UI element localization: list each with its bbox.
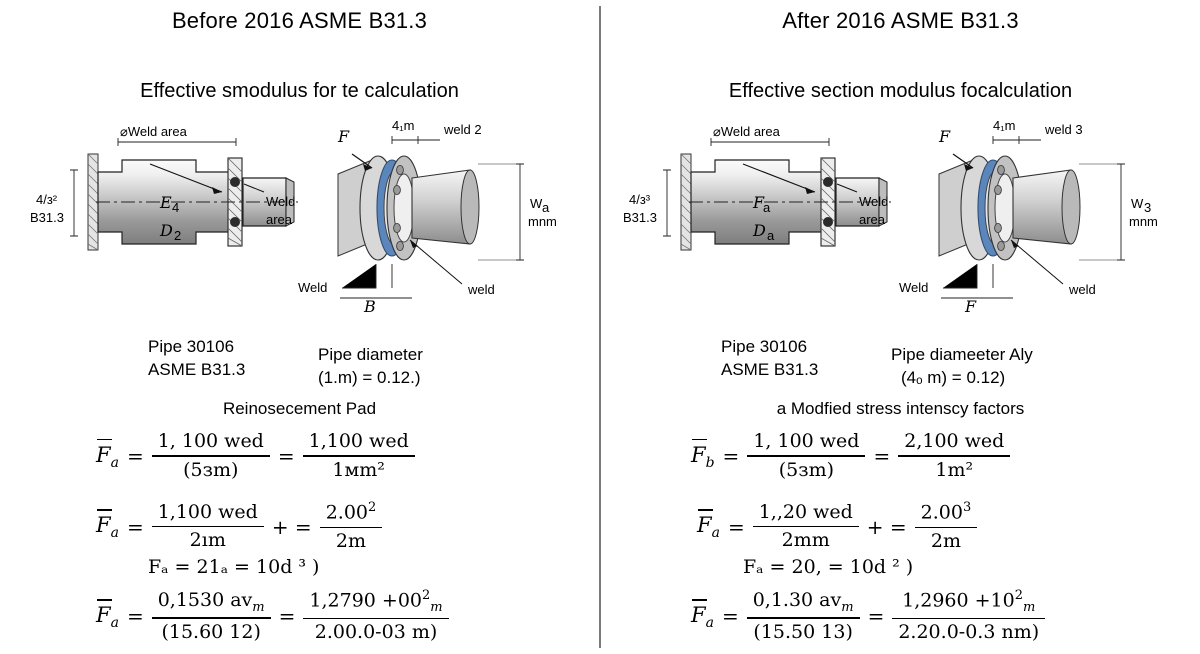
equation-3-lhs-before: $F_a$ xyxy=(96,601,119,631)
equals-sign: = xyxy=(722,443,740,468)
notes-after xyxy=(601,336,1200,426)
section-and-iso-drawing-after xyxy=(601,112,1200,322)
note-col-b-after xyxy=(891,344,1121,390)
note-diameter-label-after: Pipe diameeter Aly xyxy=(891,345,1033,364)
note-standard-before: ASME B31.3 xyxy=(148,359,246,379)
label-iso-weld-callout-before: weld xyxy=(468,282,495,297)
label-iso-bottom-weld-before: Weld xyxy=(298,280,328,295)
pipe-iso-view xyxy=(939,136,1125,298)
label-iso-bottom-weld-after: Weld xyxy=(899,280,929,295)
note-col-b-before xyxy=(318,344,548,390)
label-weld-area-dim-after: ⌀Weld area xyxy=(713,124,780,139)
equation-3-after xyxy=(691,588,1045,645)
equation-1-frac-2-before: $\frac{\text{1,100 wed}}{\text{1мm²}}$ xyxy=(303,430,415,482)
pipe-iso-view xyxy=(338,136,524,298)
label-weld-callout-1-before: Weld xyxy=(266,194,296,209)
equals-sign: = xyxy=(727,514,745,539)
equation-2-frac-2-after: $\frac{2.00^3}{2m}$ xyxy=(915,500,978,553)
pipe-section-view xyxy=(70,138,298,250)
equation-3-before xyxy=(96,588,449,645)
equation-2-lhs-after: $F_a$ xyxy=(697,511,720,541)
label-iso-top-weld-before: weld 2 xyxy=(444,122,482,137)
equation-1-frac-2-after: $\frac{\text{2,100 wed}}{\text{1m²}}$ xyxy=(898,430,1010,482)
label-left-dim-bottom-before: B31.3 xyxy=(30,210,64,225)
label-iso-right-1-before: W xyxy=(530,196,543,211)
label-inner-f-after: F xyxy=(753,193,765,212)
inline-note-after: Fₐ = 20, = 10d ² ) xyxy=(743,556,914,578)
equals-sign: = xyxy=(126,604,144,629)
formulas-after xyxy=(601,424,1200,654)
note-diameter-label-before: Pipe diameter xyxy=(318,345,423,364)
equation-3-frac-1-after: $\frac{0,1.30 av_m}{(15.50 13)}$ xyxy=(747,589,860,644)
equals-sign-2: = xyxy=(873,443,891,468)
equation-1-before xyxy=(96,430,415,482)
label-inner-d-sub-after: a xyxy=(767,228,775,243)
panel-subtitle-after: Effective section modulus focalculation xyxy=(728,80,1073,102)
note-pipe-id-before: Pipe 30106 xyxy=(148,337,235,356)
label-inner-e-before: E xyxy=(160,193,172,212)
label-force-f-before: F xyxy=(338,127,350,146)
note-col-a-before xyxy=(148,336,328,382)
equation-2-frac-1-after: $\frac{\text{1,,20 wed}}{2mm}$ xyxy=(753,501,859,553)
note-standard-after: ASME B31.3 xyxy=(721,359,819,379)
equation-2-frac-2-before: $\frac{2.00^2}{2m}$ xyxy=(320,500,383,553)
panel-before xyxy=(0,0,599,654)
label-iso-bottom-sub-after: F xyxy=(965,297,977,316)
label-inner-e-sub-before: 4 xyxy=(172,200,180,215)
equation-2-frac-1-before: $\frac{\text{1,100 wed}}{2ım}$ xyxy=(152,501,264,553)
equation-1-lhs-before: $F_a$ xyxy=(96,441,119,471)
label-weld-callout-2-before: area xyxy=(266,212,293,227)
note-diameter-value-after: (4ₒ m) = 0.12) xyxy=(901,367,1006,387)
notes-before xyxy=(0,336,599,426)
equals-sign-2: = xyxy=(867,604,885,629)
note-col-a-after xyxy=(721,336,901,382)
equation-2-after xyxy=(697,500,977,553)
label-inner-d-sub-before: 2 xyxy=(174,228,182,243)
label-iso-right-sub-before: a xyxy=(542,200,550,215)
label-left-dim-top-after: 4/з³ xyxy=(629,192,651,207)
note-center-before: Reinosecement Pad xyxy=(222,399,377,418)
panel-after xyxy=(601,0,1200,654)
equals-sign: = xyxy=(126,514,144,539)
equals-sign: = xyxy=(126,443,144,468)
label-iso-right-1-after: W xyxy=(1131,196,1144,211)
equation-1-lhs-after: $F_b$ xyxy=(691,441,715,471)
pipe-section-view xyxy=(663,138,891,250)
note-diameter-value-before: (1.m) = 0.12.) xyxy=(318,367,421,387)
label-inner-d-after: D xyxy=(753,221,766,240)
equation-1-frac-1-before: $\frac{\text{1, 100 wed}}{(5зm)}$ xyxy=(152,430,270,482)
label-inner-d-before: D xyxy=(160,221,173,240)
label-inner-f-sub-after: a xyxy=(763,200,771,215)
equation-3-lhs-after: $F_a$ xyxy=(691,601,714,631)
label-iso-bottom-sub-before: B xyxy=(364,297,376,316)
label-weld-callout-1-after: Weld xyxy=(859,194,889,209)
panel-subtitle-before: Effective smodulus for te calculation xyxy=(140,80,459,102)
label-weld-area-dim-before: ⌀Weld area xyxy=(120,124,187,139)
panel-title-after: After 2016 ASME B31.3 xyxy=(782,8,1019,33)
equation-2-before xyxy=(96,500,382,553)
label-iso-right-2-after: mnm xyxy=(1129,214,1158,229)
label-left-dim-bottom-after: B31.3 xyxy=(623,210,657,225)
equals-sign-2: = xyxy=(277,443,295,468)
inline-note-before: Fₐ = 21ₐ = 10d ³ ) xyxy=(148,556,320,578)
equation-1-after xyxy=(691,430,1010,482)
panel-title-before: Before 2016 ASME B31.3 xyxy=(171,8,428,33)
label-left-dim-top-before: 4/з² xyxy=(36,192,58,207)
equals-sign: = xyxy=(721,604,739,629)
note-pipe-id-after: Pipe 30106 xyxy=(721,337,808,356)
plus-equals-sign: + = xyxy=(271,514,312,539)
label-force-f-after: F xyxy=(939,127,951,146)
equation-2-lhs-before: $F_a$ xyxy=(96,511,119,541)
equals-sign-2: = xyxy=(278,604,296,629)
label-iso-right-sub-after: 3 xyxy=(1144,200,1152,215)
equation-1-frac-1-after: $\frac{\text{1, 100 wed}}{(5зm)}$ xyxy=(747,430,865,482)
label-weld-callout-2-after: area xyxy=(859,212,886,227)
label-iso-top-dim-after: 4₁m xyxy=(993,118,1016,133)
section-and-iso-drawing-before xyxy=(0,112,599,322)
drawing-group-before xyxy=(0,112,599,322)
label-iso-weld-callout-after: weld xyxy=(1069,282,1096,297)
equation-3-frac-1-before: $\frac{0,1530 av_m}{(15.60 12)}$ xyxy=(152,589,271,644)
label-iso-top-dim-before: 4₁m xyxy=(392,118,415,133)
drawing-group-after xyxy=(601,112,1200,322)
note-center-after: a Modfied stress intenscy factors xyxy=(776,399,1025,418)
equation-3-frac-2-after: $\frac{1,2960 +10^2_m}{2.20.0-0.3 nm)}$ xyxy=(892,588,1045,645)
label-iso-top-weld-after: weld 3 xyxy=(1045,122,1083,137)
equation-3-frac-2-before: $\frac{1,2790 +00^2_m}{2.00.0-03 m)}$ xyxy=(303,588,448,645)
label-iso-right-2-before: mnm xyxy=(528,214,557,229)
plus-equals-sign: + = xyxy=(866,514,907,539)
formulas-before xyxy=(0,424,599,654)
